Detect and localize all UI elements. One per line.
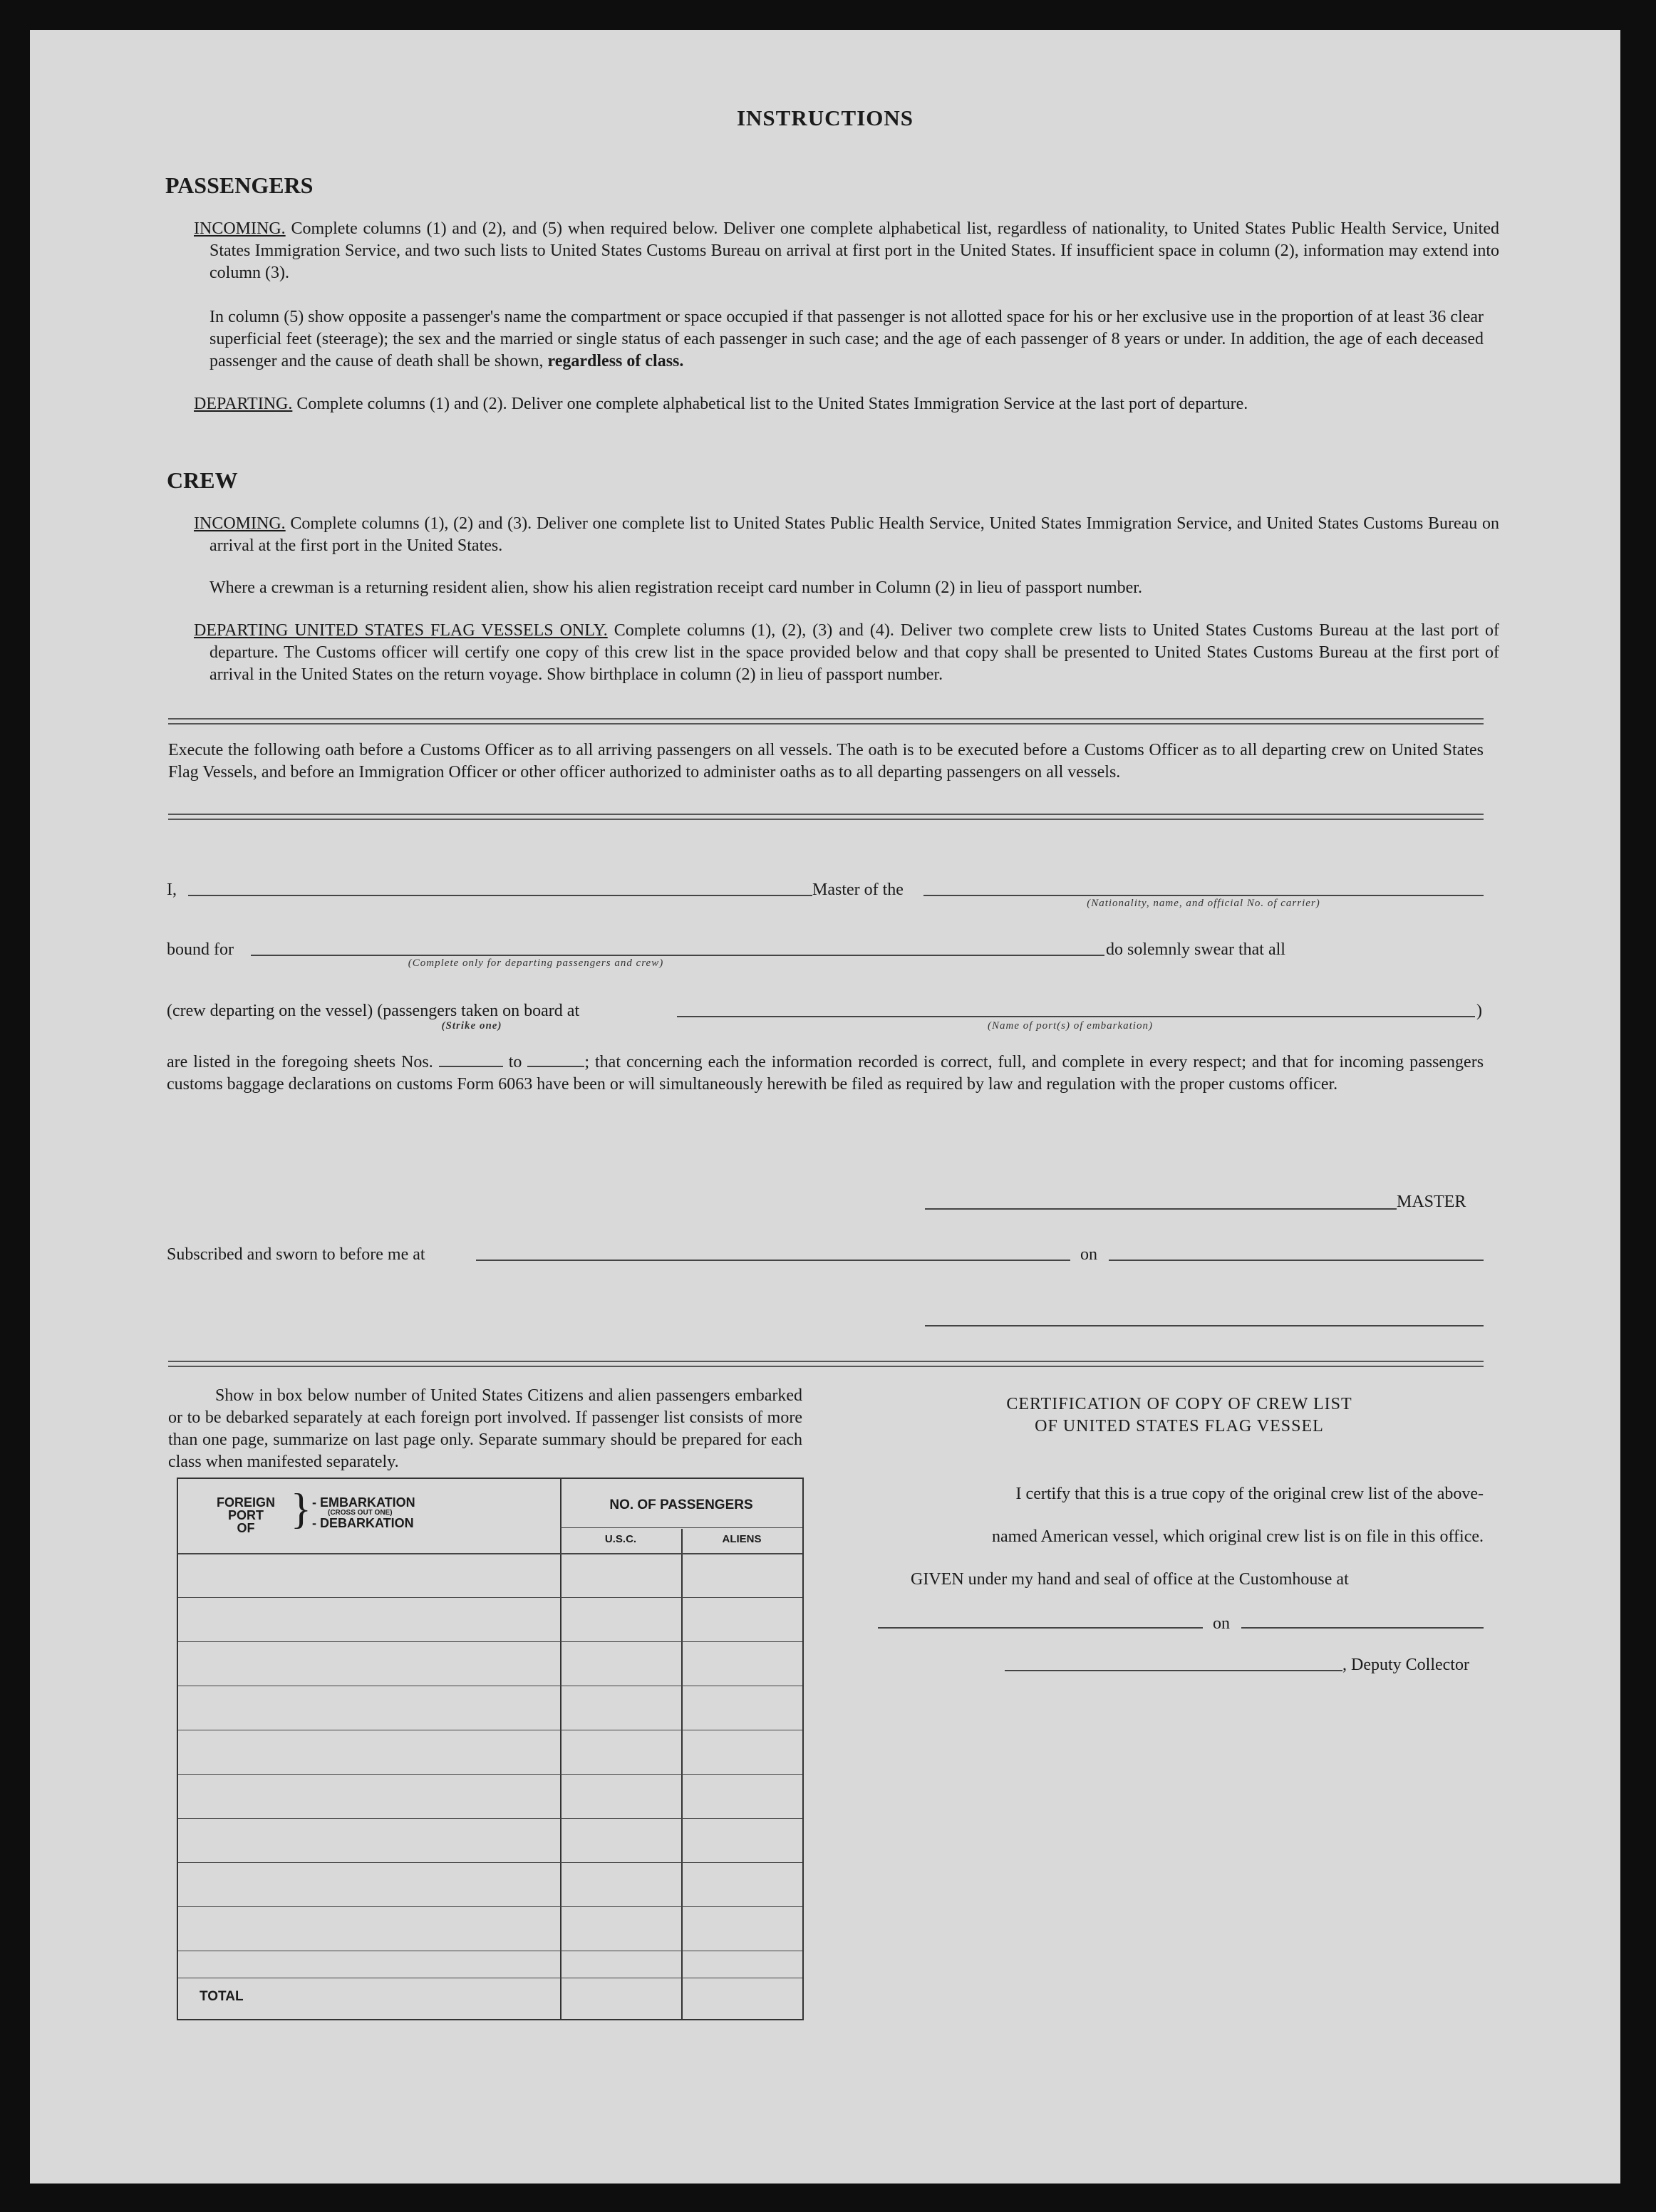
embarkation-port-field[interactable] — [677, 1016, 1475, 1017]
usc-header: U.S.C. — [604, 1533, 637, 1545]
passengers-departing-label: DEPARTING. — [194, 395, 293, 413]
master-label: MASTER — [1397, 1193, 1466, 1211]
passengers-departing-paragraph — [194, 393, 1499, 415]
bound-for-label: bound for — [167, 940, 234, 959]
crew-heading: CREW — [167, 467, 238, 493]
carrier-caption: (Nationality, name, and official No. of carrier) — [1087, 898, 1320, 909]
crew-incoming-text: Complete columns (1), (2) and (3). Deliver one complete list to United States Public Health Service, United States Immigration Service, and United States Customs Bureau on arrival at the first port in the United States. — [209, 514, 1500, 555]
certification-line1: I certify that this is a true copy of the original crew list of the above- — [1015, 1485, 1484, 1503]
table-row[interactable] — [178, 1906, 802, 1907]
table-row[interactable] — [178, 1818, 802, 1819]
oath-i-label: I, — [167, 881, 177, 899]
table-divider — [560, 1479, 562, 2019]
form-sheet — [30, 30, 1620, 2184]
foreign-label: FOREIGN — [216, 1495, 275, 1510]
divider — [168, 1361, 1484, 1367]
crew-incoming-paragraph — [194, 513, 1499, 557]
table-row[interactable] — [178, 1774, 802, 1775]
subscribed-label: Subscribed and sworn to before me at — [167, 1245, 425, 1264]
divider — [168, 718, 1484, 725]
bound-for-caption: (Complete only for departing passengers and crew) — [408, 957, 664, 969]
sworn-date-field[interactable] — [1109, 1260, 1484, 1261]
passengers-incoming-text: Complete columns (1) and (2), and (5) when required below. Deliver one complete alphabetical list, regardless of nationality, to United States Public Health Service, United States Immigration Service, and two such lists to United States Customs Bureau on arrival at first port in the United States. If insufficient space in column (2), information may extend into column (3). — [209, 219, 1500, 282]
passengers-incoming-paragraph — [194, 218, 1499, 284]
embarkation-port-caption: (Name of port(s) of embarkation) — [988, 1020, 1153, 1032]
crew-departing-text: Complete columns (1), (2), (3) and (4). Deliver two complete crew lists to United States Customs Bureau at the last port of departure. The Customs officer will certify one copy of this crew list in the space provided below and that copy shall be presented to United States Customs Bureau at the first port of arrival in the United States on the return voyage. Show birthplace in column (2) in lieu of passport number. — [209, 621, 1499, 684]
passengers-incoming-label: INCOMING. — [194, 219, 286, 238]
master-signature-field[interactable] — [925, 1208, 1397, 1210]
bound-for-field[interactable] — [251, 955, 1104, 956]
debarkation-label: - DEBARKATION — [312, 1516, 414, 1530]
certification-line2: named American vessel, which original crew list is on file in this office. — [991, 1527, 1484, 1546]
customhouse-field[interactable] — [878, 1627, 1203, 1629]
embarkation-label: - EMBARKATION — [312, 1495, 415, 1510]
master-of-label: Master of the — [812, 881, 904, 899]
close-paren: ) — [1476, 1002, 1482, 1020]
listed-text-2: ; that concerning each the information recorded is correct, full, and complete in every respect; and that for incoming passengers customs baggage declarations on customs Form 6063 have been or will simultaneously herewith be filed as required by law and regulation with the proper customs officer. — [167, 1053, 1484, 1094]
passengers-departing-text: Complete columns (1) and (2). Deliver one complete alphabetical list to the United States Immigration Service at the last port of departure. — [296, 395, 1248, 413]
foreign-port-header — [207, 1496, 285, 1535]
officer-signature-field[interactable] — [925, 1325, 1484, 1326]
brace-icon: } — [291, 1485, 311, 1532]
carrier-field[interactable] — [923, 895, 1484, 896]
crew-departing-paragraph — [194, 620, 1499, 686]
total-label: TOTAL — [200, 1989, 244, 2004]
certification-title-line2: OF UNITED STATES FLAG VESSEL — [1035, 1417, 1324, 1435]
aliens-header: ALIENS — [722, 1533, 762, 1545]
crew-incoming-label: INCOMING. — [194, 514, 286, 533]
certification-title-line1: CERTIFICATION OF COPY OF CREW LIST — [1006, 1395, 1352, 1413]
master-name-field[interactable] — [188, 895, 812, 896]
no-passengers-header: NO. OF PASSENGERS — [609, 1497, 753, 1512]
deputy-signature-field[interactable] — [1005, 1670, 1342, 1671]
crew-returning-paragraph: Where a crewman is a returning resident alien, show his alien registration receipt card number in Column (2) in lieu of passport number. — [209, 578, 1142, 597]
summary-instruction: Show in box below number of United States Citizens and alien passengers embarked or to be debarked separately at each foreign port involved. If passenger list consists of more than one page, summarize on last page only. Separate summary should be prepared for each class when manifested separately. — [168, 1386, 802, 1471]
table-row[interactable] — [178, 1641, 802, 1642]
listed-paragraph — [167, 1052, 1484, 1096]
passengers-heading: PASSENGERS — [165, 172, 314, 198]
certification-date-field[interactable] — [1241, 1627, 1484, 1629]
passengers-column5-paragraph — [209, 306, 1484, 373]
table-divider — [560, 1527, 802, 1528]
listed-to: to — [508, 1053, 522, 1071]
passenger-summary-table — [177, 1478, 804, 2020]
swear-label: do solemnly swear that all — [1106, 940, 1285, 959]
sheet-to-field[interactable] — [527, 1066, 584, 1067]
listed-text-1: are listed in the foregoing sheets Nos. — [167, 1053, 433, 1071]
crew-departing-label: DEPARTING UNITED STATES FLAG VESSELS ONLY. — [194, 621, 608, 640]
certification-line3: GIVEN under my hand and seal of office at the Customhouse at — [911, 1570, 1349, 1589]
table-row[interactable] — [178, 1597, 802, 1598]
passengers-column5-text: In column (5) show opposite a passenger's name the compartment or space occupied if that passenger is not allotted space for his or her exclusive use in the proportion of at least 36 clear superficial feet (steerage); the sex and the married or single status of each passenger in such case; and the age of each passenger of 8 years or under. In addition, the age of each deceased passenger and the cause of death shall be shown, — [209, 308, 1484, 370]
embarkation-header — [312, 1496, 415, 1530]
passengers-column5-bold: regardless of class. — [547, 352, 684, 370]
strike-one-caption: (Strike one) — [441, 1020, 502, 1032]
certification-title — [875, 1393, 1484, 1438]
table-row[interactable] — [178, 1862, 802, 1863]
port-label: PORT — [227, 1508, 264, 1522]
certification-on-label: on — [1213, 1614, 1230, 1633]
sheet-from-field[interactable] — [439, 1066, 503, 1067]
sworn-on-label: on — [1080, 1245, 1097, 1264]
divider — [168, 814, 1484, 820]
cross-out-label: (CROSS OUT ONE) — [328, 1509, 393, 1517]
table-divider — [178, 1553, 802, 1554]
deputy-collector-label: , Deputy Collector — [1342, 1656, 1469, 1674]
crew-departing-label: (crew departing on the vessel) (passengers taken on board at — [167, 1002, 580, 1020]
page-title: INSTRUCTIONS — [736, 105, 914, 130]
sworn-place-field[interactable] — [476, 1260, 1070, 1261]
of-label: OF — [237, 1521, 255, 1535]
oath-instruction: Execute the following oath before a Customs Officer as to all arriving passengers on all vessels. The oath is to be executed before a Customs Officer as to all departing crew on United States Flag Vessels, and before an Immigration Officer or other officer authorized to administer oaths as to all departing passengers on all vessels. — [168, 741, 1484, 782]
